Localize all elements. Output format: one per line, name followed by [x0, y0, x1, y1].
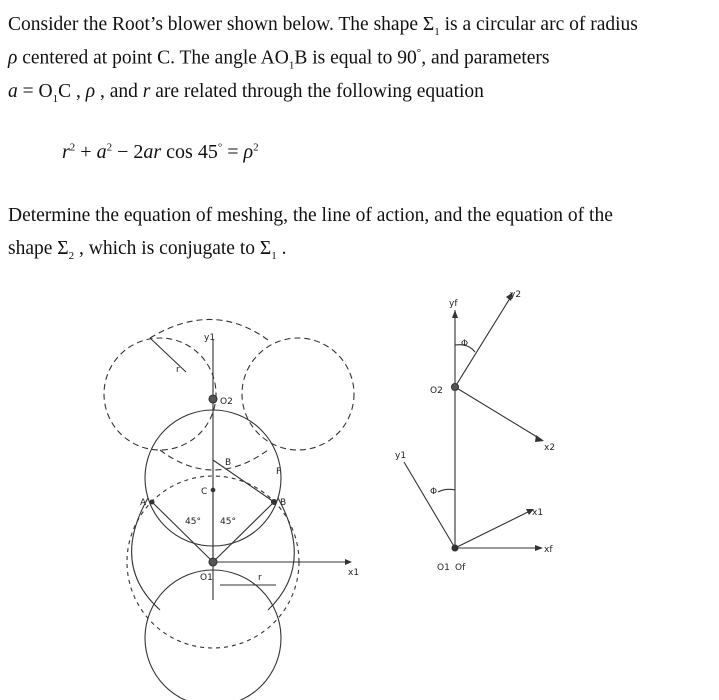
equation: $r^2 + a^2 - 2ar$ $\cos 45^\circ = \rho^2$: [62, 141, 259, 163]
angle-arc-bottom: [438, 489, 455, 492]
x2-axis: [455, 387, 542, 440]
problem-line-3: $a = O_1C$ , ρ , and r are related through the following equation: [8, 81, 484, 105]
label-o1: O1: [200, 573, 213, 583]
lower-lobe-right: [268, 498, 294, 610]
upper-lobe-bottom: [160, 450, 268, 470]
label-angle-2: 45°: [220, 517, 236, 527]
label-r-upper: r: [176, 365, 180, 375]
problem-line-2: ρ centered at point C. The angle $AO_1B$ is equal to 90°, and parameters: [8, 47, 550, 72]
label-a: A: [140, 498, 147, 508]
point-c: [211, 488, 215, 492]
point-o1: [209, 558, 217, 566]
radius-line-r: [150, 338, 186, 372]
point-o1-right: [452, 545, 458, 551]
x1-axis-rotated: [455, 510, 532, 548]
label-phi-top: Φ: [461, 339, 469, 349]
label-y1-right: y1: [395, 451, 407, 461]
point-o2: [209, 395, 217, 403]
label-of-right: Of: [455, 563, 466, 573]
y1-axis-rotated: [404, 462, 455, 548]
label-o1-right: O1: [437, 563, 450, 573]
upper-lobe-right: [242, 338, 354, 450]
label-b-upper: B: [225, 458, 232, 468]
label-yf: yf: [449, 299, 458, 309]
problem-line-1: Consider the Root’s blower shown below. The shape $\Sigma_1$ is a circular arc of radius: [8, 14, 638, 38]
label-o2: O2: [220, 397, 233, 407]
point-b: [272, 500, 277, 505]
line-b-f: [213, 460, 274, 502]
line-bo1: [213, 502, 274, 562]
label-angle-1: 45°: [185, 517, 201, 527]
label-y2: y2: [510, 290, 522, 300]
label-c: C: [201, 487, 208, 497]
label-b: B: [280, 498, 287, 508]
label-r-lower: r: [258, 573, 262, 583]
point-o2-right: [452, 384, 459, 391]
label-y1: y1: [204, 333, 216, 343]
line-ao1: [152, 502, 213, 562]
problem-line-4: Determine the equation of meshing, the line of action, and the equation of the: [8, 205, 613, 226]
label-x1: x1: [348, 568, 360, 578]
label-f: F: [276, 467, 282, 477]
label-o2-right: O2: [430, 386, 443, 396]
label-phi-bottom: Φ: [430, 487, 438, 497]
problem-line-5: shape $\Sigma_2$ , which is conjugate to $\Sigma_1$ .: [8, 238, 287, 262]
label-x1-right: x1: [532, 508, 544, 518]
point-a: [150, 500, 154, 504]
upper-lobe-left: [104, 338, 216, 450]
label-xf: xf: [544, 545, 553, 555]
label-x2: x2: [544, 443, 556, 453]
